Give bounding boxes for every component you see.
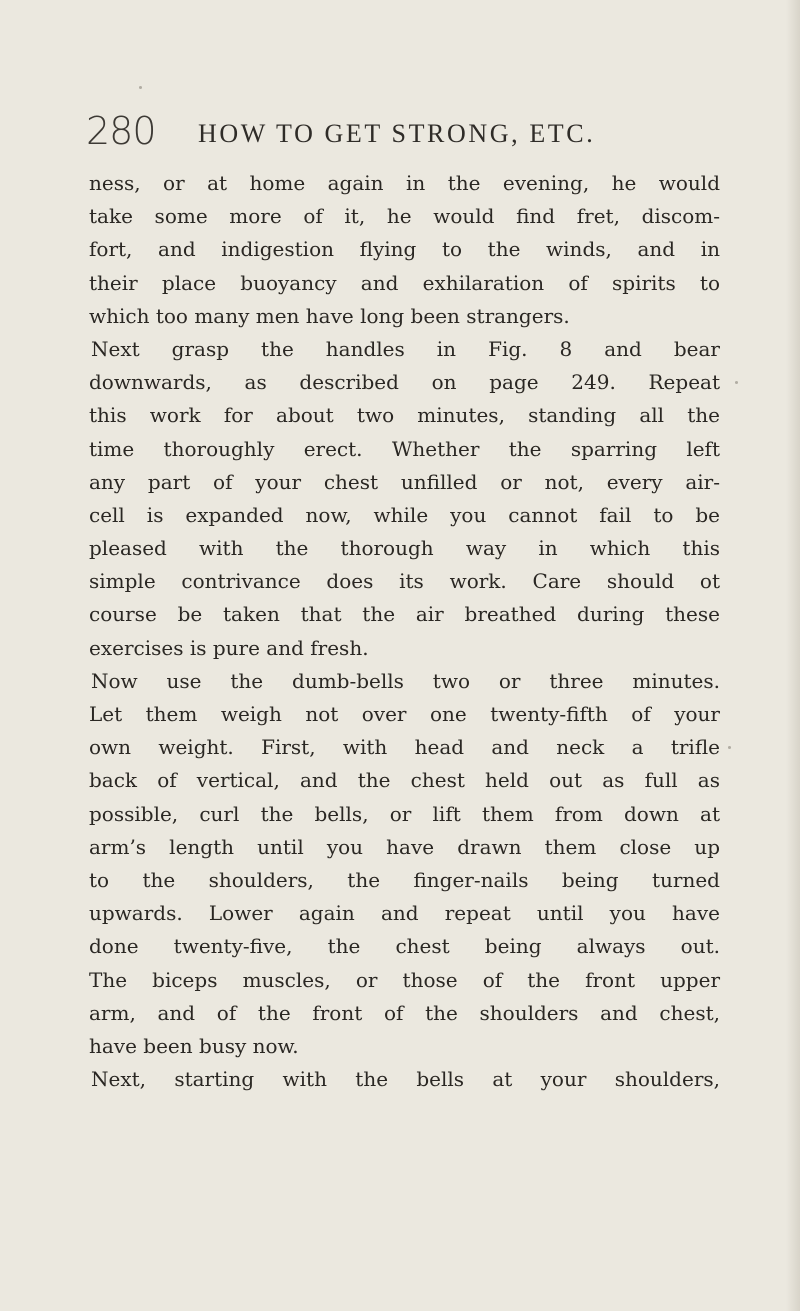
text-line: Let them weigh not over one twenty-fifth of your <box>89 702 720 726</box>
page-edge-shadow <box>786 0 800 1311</box>
text-line: fort, and indigestion flying to the winds, and in <box>89 237 720 262</box>
text-line: back of vertical, and the chest held out as full as <box>89 768 720 793</box>
text-line: have been busy now. <box>89 1033 299 1058</box>
page-number: 280 <box>86 109 156 153</box>
text-line: own weight. First, with head and neck a trifle <box>89 735 720 760</box>
text-line: arm’s length until you have drawn them close up <box>89 834 720 859</box>
paper-speck <box>728 746 731 749</box>
text-line: simple contrivance does its work. Care should ot <box>89 569 720 594</box>
text-line: take some more of it, he would find fret, discom- <box>89 204 720 229</box>
text-line: time thoroughly erect. Whether the sparring left <box>89 436 720 461</box>
text-line: arm, and of the front of the shoulders and chest, <box>89 1000 720 1025</box>
paper-speck <box>735 381 738 384</box>
text-line: ness, or at home again in the evening, he would <box>89 171 720 195</box>
text-line: upwards. Lower again and repeat until you have <box>89 901 720 926</box>
text-line: any part of your chest unfilled or not, every air- <box>89 469 720 494</box>
text-line: cell is expanded now, while you cannot fail to be <box>89 502 720 527</box>
text-line: to the shoulders, the finger-nails being turned <box>89 867 720 892</box>
text-line: Now use the dumb-bells two or three minutes. <box>91 668 720 693</box>
text-line: which too many men have long been strangers. <box>89 303 570 328</box>
running-title: HOW TO GET STRONG, ETC. <box>198 119 596 148</box>
text-line: downwards, as described on page 249. Repeat <box>89 370 720 395</box>
text-line: their place buoyancy and exhilaration of spirits to <box>89 270 720 295</box>
text-line: this work for about two minutes, standing all the <box>89 403 720 428</box>
text-line: The biceps muscles, or those of the front upper <box>89 967 720 992</box>
running-head <box>86 104 706 158</box>
paper-speck <box>139 86 142 89</box>
text-line: exercises is pure and fresh. <box>89 635 369 660</box>
text-line: Next grasp the handles in Fig. 8 and bear <box>91 336 720 361</box>
text-line: possible, curl the bells, or lift them from down at <box>89 801 720 826</box>
text-line: course be taken that the air breathed during these <box>89 602 720 627</box>
text-line: done twenty-five, the chest being always out. <box>89 934 720 959</box>
text-line: pleased with the thorough way in which this <box>89 536 720 561</box>
body-text <box>89 167 720 1096</box>
text-line: Next, starting with the bells at your shoulders, <box>91 1067 720 1092</box>
